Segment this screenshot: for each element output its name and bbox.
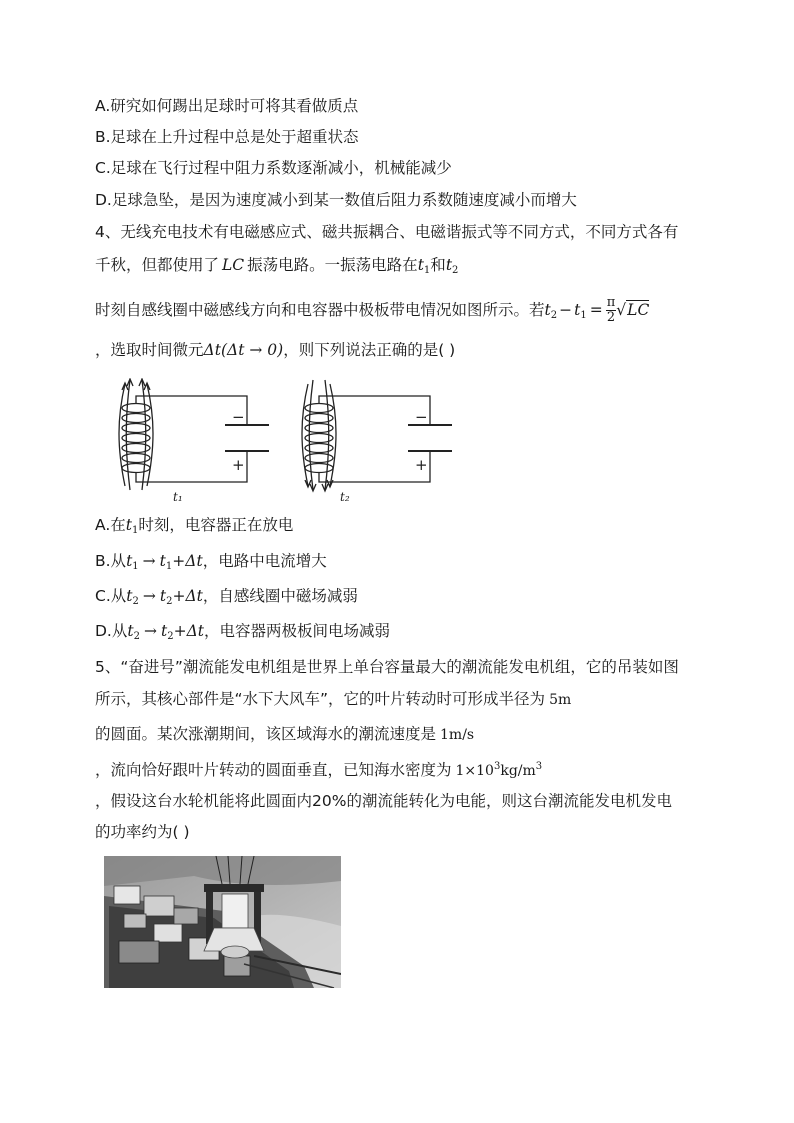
q4-stem-line4: ，选取时间微元Δt(Δt → 0)，则下列说法正确的是( ) <box>95 341 456 359</box>
q5-stem-line3: 的圆面。某次涨潮期间，该区域海水的潮流速度是 1m/s <box>95 725 475 743</box>
circuit-t2 <box>302 380 452 491</box>
pi-over-2-fraction: $\frac{\pi}{2}$ <box>606 295 616 325</box>
q4-option-a: A.在$t_1$时刻，电容器正在放电 <box>95 516 294 536</box>
t1-minus-sign: − <box>232 408 245 426</box>
q4-option-c: C.从$t_2 \to t_2+\Delta t$，自感线圈中磁场减弱 <box>95 587 358 607</box>
q5-stem-line1: 5、“奋进号”潮流能发电机组是世界上单台容量最大的潮流能发电机组，它的吊装如图 <box>95 658 679 676</box>
lc-circuit-figure <box>95 378 455 506</box>
q5-stem-line4: ，流向恰好跟叶片转动的圆面垂直，已知海水密度为 $1\times 10^3kg/m^3$ <box>95 761 543 779</box>
q4-stem-line3: 时刻自感线圈中磁感线方向和电容器中极板带电情况如图所示。若$t_2 - t_1$ = $\frac{\pi}{2}$ √LC <box>95 295 650 325</box>
q5-stem-line6: 的功率约为( ) <box>95 823 190 841</box>
t1-label: t₁ <box>173 490 183 504</box>
circuit-t1 <box>119 379 269 490</box>
q3-option-d: D.足球急坠，是因为速度减小到某一数值后阻力系数随速度减小而增大 <box>95 191 577 209</box>
q4-option-b: B.从$t_1 \to t_1+\Delta t$，电路中电流增大 <box>95 552 327 572</box>
q4-option-d: D.从$t_2 \to t_2+\Delta t$，电容器两极板间电场减弱 <box>95 622 391 642</box>
q3-option-c: C.足球在飞行过程中阻力系数逐渐减小，机械能减少 <box>95 159 452 177</box>
q4-stem-line2: 千秋，但都使用了 LC 振荡电路。一振荡电路在$t_1$和$t_2$ <box>95 256 459 276</box>
t2-label: t₂ <box>340 490 350 504</box>
tidal-generator-photo <box>104 856 341 988</box>
t2-plus-sign: + <box>415 456 428 474</box>
q4-stem-line1: 4、无线充电技术有电磁感应式、磁共振耦合、电磁谐振式等不同方式，不同方式各有 <box>95 223 679 241</box>
t2-minus-sign: − <box>415 408 428 426</box>
q5-stem-line2: 所示，其核心部件是“水下大风车”，它的叶片转动时可形成半径为 5m <box>95 690 572 708</box>
q3-option-a: A.研究如何踢出足球时可将其看做质点 <box>95 97 359 115</box>
q3-option-b: B.足球在上升过程中总是处于超重状态 <box>95 128 359 146</box>
t1-plus-sign: + <box>232 456 245 474</box>
sqrt-lc: √LC <box>616 301 650 319</box>
q5-stem-line5: ，假设这台水轮机能将此圆面内20%的潮流能转化为电能，则这台潮流能发电机发电 <box>95 792 672 810</box>
